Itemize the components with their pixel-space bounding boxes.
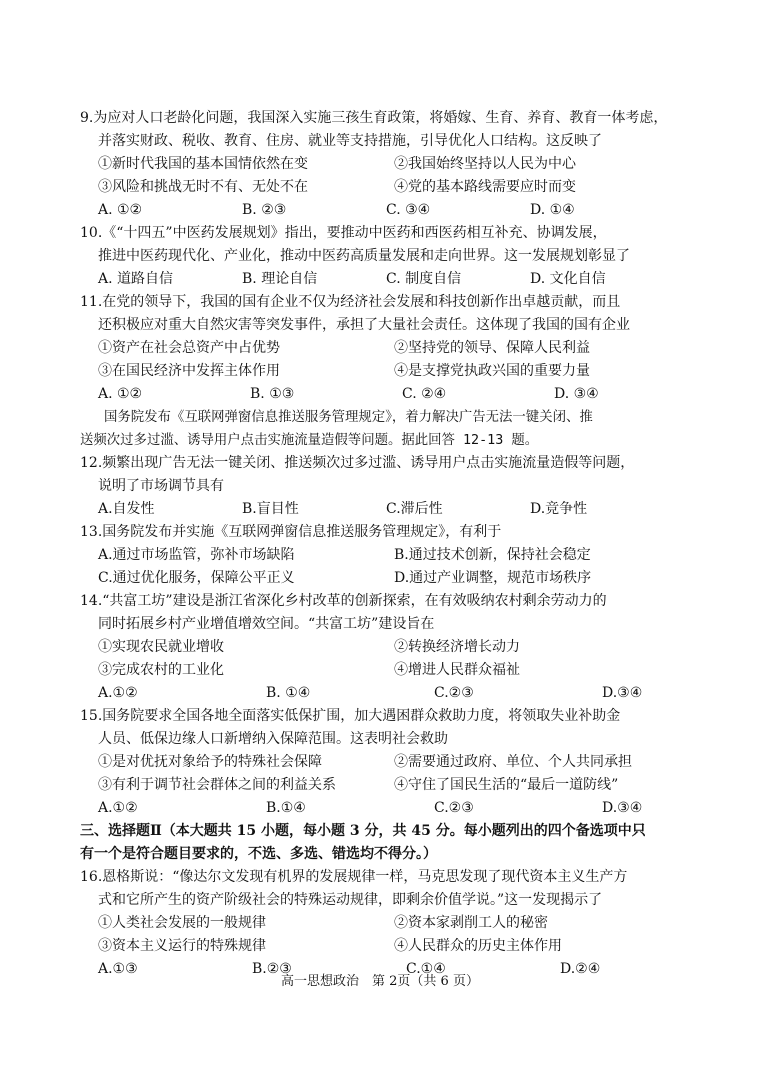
statement: ③完成农村的工业化 [98, 662, 224, 678]
option-a: A. ①② [98, 386, 143, 402]
statement: ④是支撑党执政兴国的重要力量 [394, 363, 590, 379]
question-stem: 9.为应对人口老龄化问题，我国深入实施三孩生育政策，将婚嫁、生育、养育、教育一体考虑， [80, 110, 668, 126]
question-14 [80, 590, 690, 705]
option-a: A.①③ [98, 961, 138, 977]
option-row [80, 567, 690, 590]
statement: ③有利于调节社会群体之间的利益关系 [98, 777, 336, 793]
statement: ②资本家剥削工人的秘密 [394, 915, 548, 931]
option-row [80, 383, 690, 406]
option-c: C.②③ [434, 800, 474, 816]
question-stem: 16.恩格斯说：“像达尔文发现有机界的发展规律一样，马克思发现了现代资本主义生产方 [80, 869, 628, 885]
question-13 [80, 521, 690, 590]
option-d: D.通过产业调整，规范市场秩序 [394, 570, 592, 586]
statement-row [80, 337, 690, 360]
statement: ④人民群众的历史主体作用 [394, 938, 562, 954]
option-d: D. ①④ [530, 202, 575, 218]
option-a: A.①② [98, 800, 138, 816]
passage-line: 送频次过多过滥、诱导用户点击实施流量造假等问题。据此回答 12-13 题。 [80, 433, 539, 448]
option-c: C.①④ [406, 961, 446, 977]
statement: ④增进人民群众福祉 [394, 662, 520, 678]
section-heading-line: 三、选择题Ⅱ（本大题共 15 小题，每小题 3 分，共 45 分。每小题列出的四个备选项中只 [80, 823, 646, 839]
option-row [80, 544, 690, 567]
statement-row [80, 912, 690, 935]
question-stem: 同时拓展乡村产业增值增效空间。“共富工坊”建设旨在 [98, 616, 435, 632]
option-c: C.通过优化服务，保障公平正义 [98, 570, 295, 586]
question-stem: 10.《“十四五”中医药发展规划》指出，要推动中医药和西医药相互补充、协调发展， [80, 225, 607, 241]
statement: ①资产在社会总资产中占优势 [98, 340, 280, 356]
statement: ③风险和挑战无时不有、无处不在 [98, 179, 308, 195]
statement: ①人类社会发展的一般规律 [98, 915, 266, 931]
question-stem: 12.频繁出现广告无法一键关闭、推送频次过多过滥、诱导用户点击实施流量造假等问题， [80, 455, 635, 471]
option-d: D.③④ [602, 800, 643, 816]
exam-page [80, 107, 690, 981]
option-d: D.②④ [560, 961, 601, 977]
statement: ②我国始终坚持以人民为中心 [394, 156, 576, 172]
statement: ①实现农民就业增收 [98, 639, 224, 655]
option-a: A.通过市场监管，弥补市场缺陷 [98, 547, 295, 563]
statement-row [80, 659, 690, 682]
option-d: D. 文化自信 [530, 271, 606, 287]
statement: ③在国民经济中发挥主体作用 [98, 363, 280, 379]
statement-row [80, 935, 690, 958]
option-row [80, 199, 690, 222]
statement: ③资本主义运行的特殊规律 [98, 938, 266, 954]
question-stem: 式和它所产生的资产阶级社会的特殊运动规律，即剩余价值学说。”这一发现揭示了 [98, 892, 603, 908]
statement-row [80, 176, 690, 199]
option-a: A.自发性 [98, 501, 155, 517]
statement: ②坚持党的领导、保障人民利益 [394, 340, 590, 356]
option-a: A. ①② [98, 202, 143, 218]
option-b: B.①④ [266, 800, 306, 816]
option-c: C.②③ [434, 685, 474, 701]
option-b: B. ①③ [250, 386, 295, 402]
option-b: B.盲目性 [242, 501, 299, 517]
question-9 [80, 107, 690, 222]
option-c: C. ②④ [402, 386, 447, 402]
page-footer: 高一思想政治 第 2页（共 6 页） [281, 974, 479, 989]
question-stem: 15.国务院要求全国各地全面落实低保扩围，加大遇困群众救助力度，将领取失业补助金 [80, 708, 621, 724]
statement: ②需要通过政府、单位、个人共同承担 [394, 754, 632, 770]
question-stem: 人员、低保边缘人口新增纳入保障范围。这表明社会救助 [98, 731, 448, 747]
option-b: B.通过技术创新，保持社会稳定 [394, 547, 591, 563]
section-3-heading [80, 820, 690, 866]
statement-row [80, 153, 690, 176]
question-stem: 14.“共富工坊”建设是浙江省深化乡村改革的创新探索，在有效吸纳农村剩余劳动力的 [80, 593, 607, 609]
option-row [80, 268, 690, 291]
statement: ①新时代我国的基本国情依然在变 [98, 156, 308, 172]
statement-row [80, 774, 690, 797]
option-c: C.滞后性 [386, 501, 443, 517]
reading-passage [80, 406, 690, 452]
option-row [80, 797, 690, 820]
option-d: D.③④ [602, 685, 643, 701]
option-a: A.①② [98, 685, 138, 701]
section-heading-line: 有一个是符合题目要求的，不选、多选、错选均不得分。） [80, 846, 437, 862]
question-stem: 13.国务院发布并实施《互联网弹窗信息推送服务管理规定》，有利于 [80, 524, 502, 540]
option-c: C. 制度自信 [386, 271, 462, 287]
question-stem: 还积极应对重大自然灾害等突发事件，承担了大量社会责任。这体现了我国的国有企业 [98, 317, 630, 333]
statement-row [80, 636, 690, 659]
option-b: B. 理论自信 [242, 271, 318, 287]
question-16 [80, 866, 690, 981]
option-row [80, 498, 690, 521]
statement-row [80, 360, 690, 383]
option-d: D. ③④ [554, 386, 599, 402]
statement-row [80, 751, 690, 774]
statement: ①是对优抚对象给予的特殊社会保障 [98, 754, 322, 770]
statement: ②转换经济增长动力 [394, 639, 520, 655]
option-b: B. ②③ [242, 202, 287, 218]
passage-line: 国务院发布《互联网弹窗信息推送服务管理规定》，着力解决广告无法一键关闭、推 [104, 410, 593, 425]
question-11 [80, 291, 690, 406]
option-b: B.②③ [252, 961, 292, 977]
question-15 [80, 705, 690, 820]
question-stem: 并落实财政、税收、教育、住房、就业等支持措施，引导优化人口结构。这反映了 [98, 133, 602, 149]
option-a: A. 道路自信 [98, 271, 174, 287]
option-row [80, 682, 690, 705]
question-stem: 推进中医药现代化、产业化，推动中医药高质量发展和走向世界。这一发展规划彰显了 [98, 248, 630, 264]
option-b: B. ①④ [266, 685, 311, 701]
statement: ④守住了国民生活的“最后一道防线” [394, 777, 619, 793]
statement: ④党的基本路线需要应时而变 [394, 179, 576, 195]
question-12 [80, 452, 690, 521]
question-stem: 11.在党的领导下，我国的国有企业不仅为经济社会发展和科技创新作出卓越贡献，而且 [80, 294, 621, 310]
question-stem: 说明了市场调节具有 [98, 478, 224, 494]
option-d: D.竞争性 [530, 501, 588, 517]
question-10 [80, 222, 690, 291]
option-c: C. ③④ [386, 202, 431, 218]
